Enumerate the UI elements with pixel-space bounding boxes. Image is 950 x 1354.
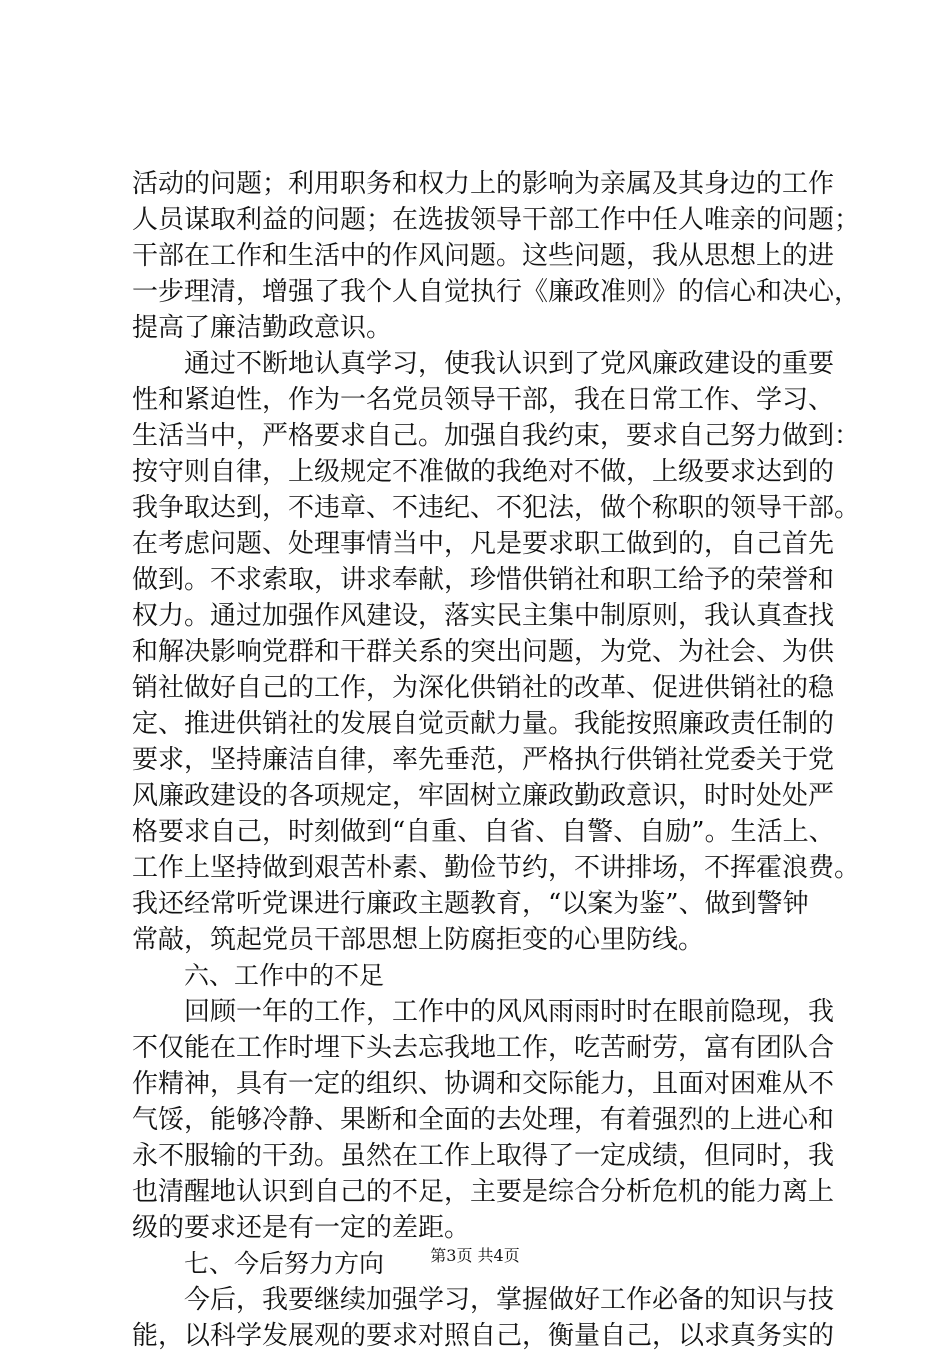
paragraph-first-line: 今后，我要继续加强学习，掌握做好工作必备的知识与技: [184, 1285, 835, 1315]
text-line: 干部在工作和生活中的作风问题。这些问题，我从思想上的进: [132, 241, 835, 271]
paragraph-first-line: 回顾一年的工作，工作中的风风雨雨时时在眼前隐现，我: [184, 997, 835, 1027]
text-line: 格要求自己，时刻做到“自重、自省、自警、自励”。生活上、: [132, 817, 835, 847]
page-footer: [0, 1244, 950, 1268]
text-line: 不仅能在工作时埋下头去忘我地工作，吃苦耐劳，富有团队合: [132, 1033, 835, 1063]
text-line: 性和紧迫性，作为一名党员领导干部，我在日常工作、学习、: [132, 385, 835, 415]
text-line: 按守则自律，上级规定不准做的我绝对不做，上级要求达到的: [132, 457, 835, 487]
text-line: 风廉政建设的各项规定，牢固树立廉政勤政意识，时时处处严: [132, 781, 835, 811]
text-line: 做到。不求索取，讲求奉献，珍惜供销社和职工给予的荣誉和: [132, 565, 835, 595]
text-line: 在考虑问题、处理事情当中，凡是要求职工做到的，自己首先: [132, 529, 835, 559]
text-line: 常敲，筑起党员干部思想上防腐拒变的心里防线。: [132, 925, 705, 955]
text-line: 定、推进供销社的发展自觉贡献力量。我能按照廉政责任制的: [132, 709, 835, 739]
text-line: 销社做好自己的工作，为深化供销社的改革、促进供销社的稳: [132, 673, 835, 703]
text-line: 生活当中，严格要求自己。加强自我约束，要求自己努力做到：: [132, 421, 861, 451]
text-line: 我还经常听党课进行廉政主题教育，“以案为鉴”、做到警钟: [132, 889, 809, 919]
text-line: 要求，坚持廉洁自律，率先垂范，严格执行供销社党委关于党: [132, 745, 835, 775]
section-heading-shortcomings: 六、工作中的不足: [184, 961, 385, 990]
paragraph-first-line: 通过不断地认真学习，使我认识到了党风廉政建设的重要: [184, 349, 835, 379]
page-number-label: 第3页 共4页: [430, 1246, 520, 1265]
text-line: 气馁，能够冷静、果断和全面的去处理，有着强烈的上进心和: [132, 1105, 835, 1135]
text-line: 能，以科学发展观的要求对照自己，衡量自己，以求真务实的: [132, 1321, 835, 1351]
text-line: 一步理清，增强了我个人自觉执行《廉政准则》的信心和决心，: [132, 277, 861, 307]
section-heading-future-direction: 七、今后努力方向: [184, 1249, 385, 1278]
text-line: 作精神，具有一定的组织、协调和交际能力，且面对困难从不: [132, 1069, 835, 1099]
text-line: 级的要求还是有一定的差距。: [132, 1213, 471, 1243]
text-line: 活动的问题；利用职务和权力上的影响为亲属及其身边的工作: [132, 169, 835, 199]
text-line: 权力。通过加强作风建设，落实民主集中制原则，我认真查找: [132, 601, 835, 631]
text-line: 也清醒地认识到自己的不足，主要是综合分析危机的能力离上: [132, 1177, 835, 1207]
document-body: [132, 166, 861, 1354]
text-line: 人员谋取利益的问题；在选拔领导干部工作中任人唯亲的问题；: [132, 205, 861, 235]
text-line: 提高了廉洁勤政意识。: [132, 313, 393, 343]
text-line: 和解决影响党群和干群关系的突出问题，为党、为社会、为供: [132, 637, 835, 667]
text-line: 永不服输的干劲。虽然在工作上取得了一定成绩，但同时，我: [132, 1141, 835, 1171]
text-line: 我争取达到，不违章、不违纪、不犯法，做个称职的领导干部。: [132, 493, 861, 523]
text-line: 工作上坚持做到艰苦朴素、勤俭节约，不讲排场，不挥霍浪费。: [132, 853, 861, 883]
